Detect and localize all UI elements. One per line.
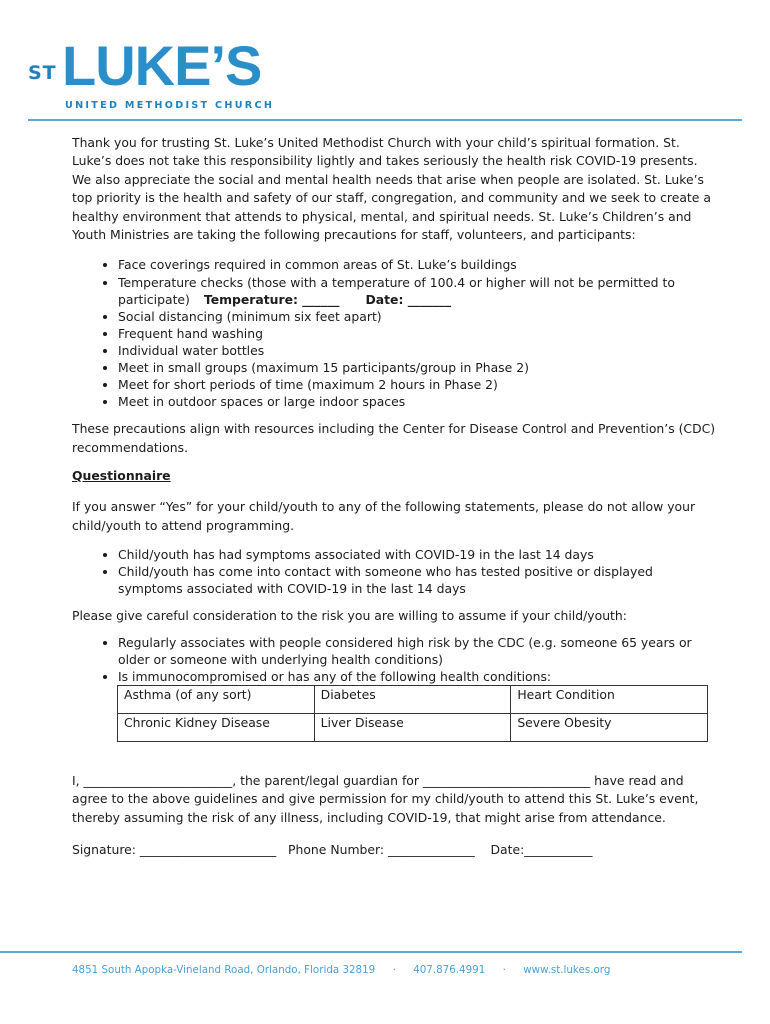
footer-separator: · — [392, 964, 396, 976]
logo-name: LUKE’S — [62, 34, 262, 97]
table-cell: Severe Obesity — [511, 713, 708, 741]
signature-field[interactable]: Signature: ______________________ — [72, 842, 277, 858]
signature-row — [72, 841, 720, 859]
list-item: • Regularly associates with people considered high risk by the CDC (e.g. someone 65 years or older or someone with underlying health conditions) — [118, 634, 720, 668]
footer-address: 4851 South Apopka-Vineland Road, Orlando, Florida 32819 — [72, 964, 376, 976]
health-conditions-table — [117, 685, 708, 742]
header-divider — [28, 119, 742, 121]
list-item: • Meet in outdoor spaces or large indoor spaces — [118, 393, 720, 410]
phone-number-field[interactable]: Phone Number: ______________ — [288, 842, 475, 858]
list-item: • Face coverings required in common areas of St. Luke’s buildings — [118, 256, 720, 273]
consent-statement[interactable]: I, ________________________, the parent/legal guardian for ___________________________ have read and agree to the above guidelines and give permission for my child/youth to attend this St. Luke’s event, thereby assuming the risk of any illness, including COVID-19, that might arise from attendance. — [72, 772, 699, 825]
questionnaire-instruction: If you answer “Yes” for your child/youth to any of the following statements, please do not allow your child/youth to attend programming. — [72, 499, 696, 533]
table-cell: Liver Disease — [314, 713, 511, 741]
footer-divider — [0, 951, 742, 953]
risk-list — [72, 634, 720, 685]
table-cell: Asthma (of any sort) — [118, 685, 315, 713]
church-logo — [28, 34, 278, 116]
list-item: • Individual water bottles — [118, 342, 720, 359]
intro-paragraph: Thank you for trusting St. Luke’s United Methodist Church with your child’s spiritual formation. St. Luke’s does not take this responsibility lightly and takes seriously the health risk COVID-19 presents. We also appreciate the social and mental health needs that arise when people are isolated. St. Luke’s top priority is the health and safety of our staff, congregation, and community and we seek to create a healthy environment that attends to physical, mental, and spiritual needs. St. Luke’s Children’s and Youth Ministries are taking the following precautions for staff, volunteers, and participants: — [72, 135, 711, 243]
list-item: • Frequent hand washing — [118, 325, 720, 342]
list-item: • Meet in small groups (maximum 15 participants/group in Phase 2) — [118, 359, 720, 376]
temperature-date-field[interactable]: Date: _______ — [365, 291, 452, 307]
footer-separator: · — [502, 964, 506, 976]
temperature-field[interactable]: Temperature: ______ — [203, 291, 340, 307]
cdc-note: These precautions align with resources including the Center for Disease Control and Prevention’s (CDC) recommendations. — [72, 421, 716, 455]
list-item: • Meet for short periods of time (maximum 2 hours in Phase 2) — [118, 376, 720, 393]
table-cell: Heart Condition — [511, 685, 708, 713]
questionnaire-title: Questionnaire — [72, 468, 171, 484]
footer-website[interactable]: www.st.lukes.org — [523, 964, 611, 976]
risk-intro: Please give careful consideration to the risk you are willing to assume if your child/youth: — [72, 608, 627, 624]
document-body — [72, 134, 720, 860]
list-item: • Child/youth has had symptoms associated with COVID-19 in the last 14 days — [118, 546, 720, 563]
logo-st: ST — [28, 62, 57, 84]
footer — [72, 964, 610, 976]
list-item: • Social distancing (minimum six feet apart) — [118, 308, 720, 325]
table-row — [118, 713, 708, 741]
precautions-list — [72, 256, 720, 410]
table-cell: Diabetes — [314, 685, 511, 713]
list-item — [118, 274, 720, 308]
table-row — [118, 685, 708, 713]
temperature-check-text: Temperature checks (those with a temperature of 100.4 or higher will not be permitted to participate) — [118, 274, 675, 307]
symptom-statements-list — [72, 546, 720, 597]
list-item: • Child/youth has come into contact with someone who has tested positive or displayed symptoms associated with COVID-19 in the last 14 days — [118, 563, 720, 597]
list-item: • Is immunocompromised or has any of the following health conditions: — [118, 668, 720, 685]
logo-subtitle: UNITED METHODIST CHURCH — [65, 100, 275, 111]
signature-date-field[interactable]: Date:___________ — [490, 842, 593, 858]
table-cell: Chronic Kidney Disease — [118, 713, 315, 741]
footer-phone: 407.876.4991 — [413, 964, 486, 976]
